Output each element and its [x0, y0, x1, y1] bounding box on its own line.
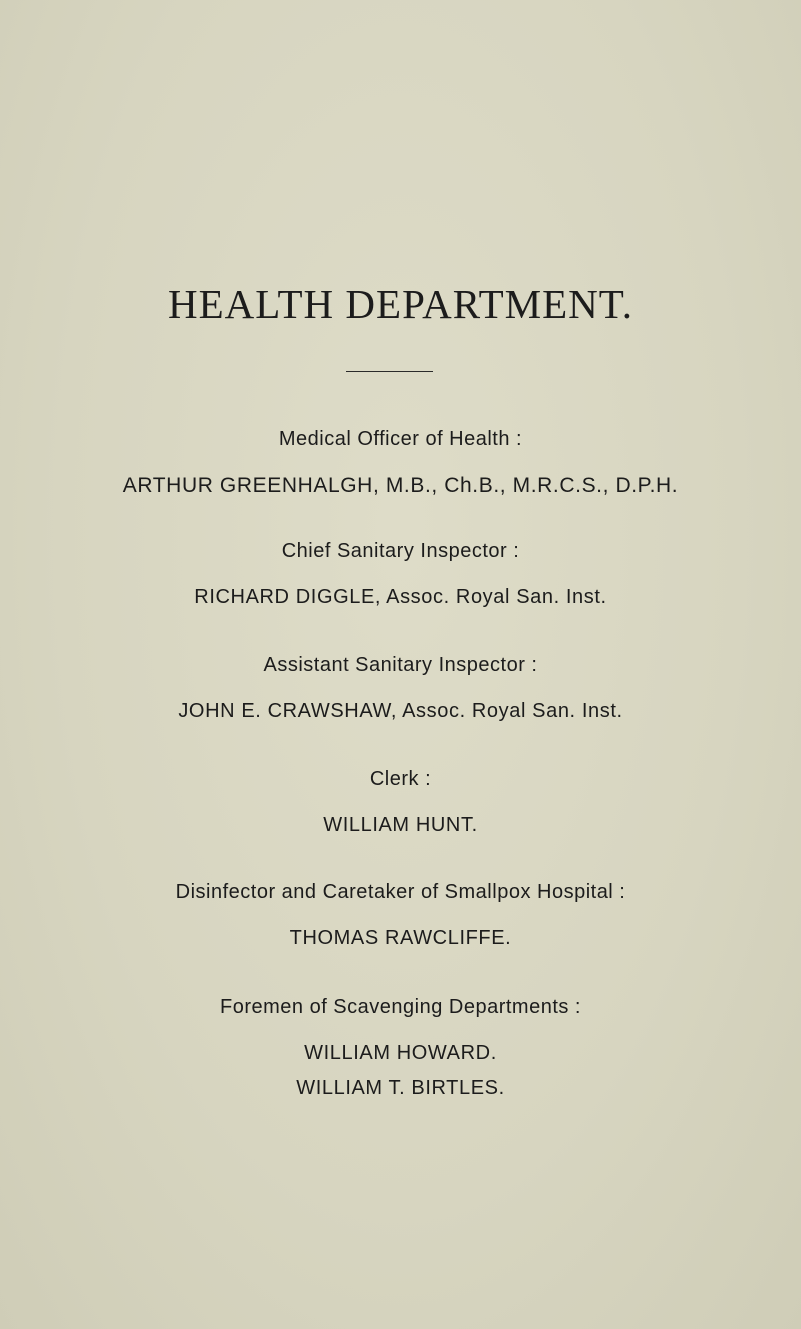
role-medical-officer: Medical Officer of Health :	[278, 428, 523, 450]
name-foreman-1: WILLIAM HOWARD.	[304, 1042, 497, 1064]
name-clerk: WILLIAM HUNT.	[323, 814, 478, 836]
name-medical-officer: ARTHUR GREENHALGH, M.B., Ch.B., M.R.C.S., D.P.H.	[122, 474, 679, 497]
name-chief-sanitary-inspector: RICHARD DIGGLE, Assoc. Royal San. Inst.	[194, 586, 607, 608]
role-disinfector: Disinfector and Caretaker of Smallpox Hospital :	[175, 881, 626, 903]
role-foremen-scavenging: Foremen of Scavenging Departments :	[219, 996, 581, 1018]
name-foreman-2: WILLIAM T. BIRTLES.	[296, 1077, 505, 1099]
name-assistant-sanitary-inspector: JOHN E. CRAWSHAW, Assoc. Royal San. Inst.	[178, 700, 623, 722]
role-clerk: Clerk :	[369, 768, 432, 790]
role-chief-sanitary-inspector: Chief Sanitary Inspector :	[281, 540, 520, 562]
role-assistant-sanitary-inspector: Assistant Sanitary Inspector :	[263, 654, 538, 676]
title-divider	[346, 371, 433, 372]
name-disinfector: THOMAS RAWCLIFFE.	[289, 927, 512, 949]
page-title: HEALTH DEPARTMENT.	[167, 281, 634, 327]
